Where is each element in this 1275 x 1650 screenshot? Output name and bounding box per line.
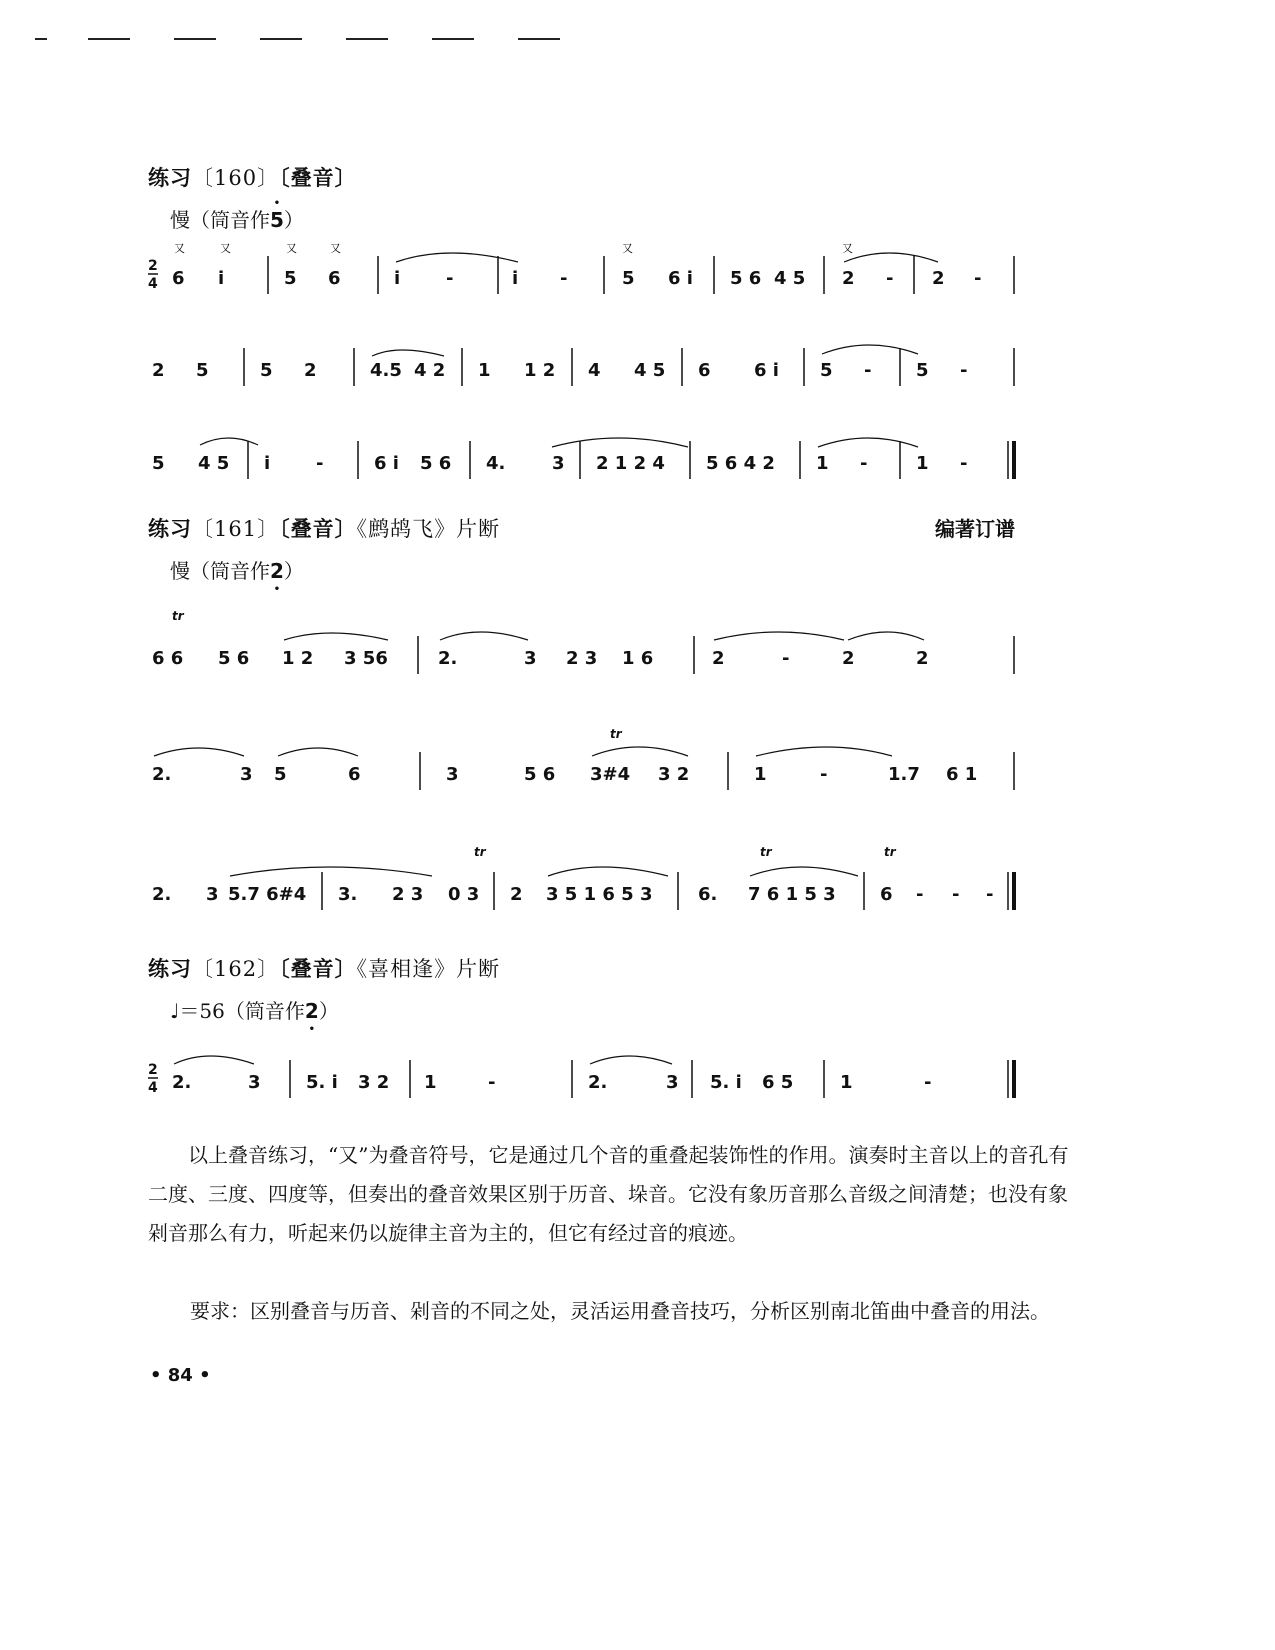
header-rule	[432, 38, 474, 40]
note: 5. i	[306, 1072, 338, 1093]
note: 6 i	[754, 360, 779, 381]
tempo-text: 慢（筒音作	[170, 208, 270, 232]
note: 6 i	[668, 268, 693, 289]
note: 3	[240, 764, 253, 785]
tempo-key: 2 •	[270, 559, 284, 583]
note: 2 1 2 4	[596, 453, 665, 474]
tempo-close: ）	[283, 559, 304, 583]
note: 1	[840, 1072, 853, 1093]
time-signature-bottom: 4	[148, 1080, 158, 1096]
note: 4	[588, 360, 601, 381]
notation-staff-7	[148, 1040, 1068, 1110]
exercise-tag: 〔叠音〕	[279, 956, 357, 981]
notation-svg	[148, 240, 1068, 310]
tempo-close: ）	[283, 208, 304, 232]
note: -	[446, 268, 454, 289]
note: -	[916, 884, 924, 905]
notation-staff-2	[148, 332, 1068, 402]
ornament-mark: 又	[220, 242, 231, 255]
header-rule	[260, 38, 302, 40]
notation-staff-1	[148, 240, 1068, 310]
note: 6.	[698, 884, 718, 905]
note: 3	[666, 1072, 679, 1093]
note: 5	[622, 268, 635, 289]
tempo-text: 慢（筒音作	[170, 559, 270, 583]
exercise-number: 〔160〕	[192, 166, 280, 190]
note: 3 2	[658, 764, 690, 785]
credit-text: 编著订谱	[935, 517, 1015, 541]
exercise-piece: 《喜相逢》片断	[356, 957, 501, 981]
note: -	[488, 1072, 496, 1093]
note: 2 3	[392, 884, 424, 905]
ornament-mark: 又	[842, 242, 853, 255]
exercise-heading	[148, 162, 357, 192]
exercise-piece: 《鹧鸪飞》片断	[356, 517, 501, 541]
note: 6 5	[762, 1072, 794, 1093]
note: 6	[880, 884, 893, 905]
header-rule	[88, 38, 130, 40]
page-number: • 84 •	[150, 1365, 211, 1386]
header-rule	[35, 38, 47, 40]
notation-svg	[148, 425, 1068, 495]
requirement-label: 要求：	[190, 1299, 250, 1323]
note: 2	[932, 268, 945, 289]
exercise-prefix: 练习	[148, 956, 192, 981]
note: -	[952, 884, 960, 905]
exercise-tag: 〔叠音〕	[279, 165, 357, 190]
note: 5. i	[710, 1072, 742, 1093]
note: -	[960, 360, 968, 381]
note: 5	[260, 360, 273, 381]
note: 0 3	[448, 884, 480, 905]
trill-mark: tr	[884, 845, 896, 859]
note: 1	[478, 360, 491, 381]
note: 1	[816, 453, 829, 474]
requirement-block	[190, 1292, 1070, 1331]
note: 5	[820, 360, 833, 381]
note: 2.	[438, 648, 458, 669]
note: i	[218, 268, 225, 289]
ornament-mark: 又	[330, 242, 341, 255]
tempo-marking	[170, 204, 304, 233]
note: 3 5 1 6 5 3	[546, 884, 653, 905]
note: 3	[552, 453, 565, 474]
note: -	[924, 1072, 932, 1093]
note: 1 2	[524, 360, 556, 381]
note: 3 56	[344, 648, 388, 669]
note: 6 1	[946, 764, 978, 785]
note: 5	[274, 764, 287, 785]
note: 6	[172, 268, 185, 289]
note: 6 i	[374, 453, 399, 474]
note: 5	[916, 360, 929, 381]
tempo-key: 5 •	[270, 208, 284, 232]
note: 5 6	[420, 453, 452, 474]
note: 5 6	[218, 648, 250, 669]
note: 3	[446, 764, 459, 785]
note: 5 6 4 2	[706, 453, 775, 474]
header-rule	[174, 38, 216, 40]
ornament-mark: 又	[286, 242, 297, 255]
note: i	[394, 268, 401, 289]
tempo-key: 2 •	[305, 999, 319, 1023]
notation-staff-3	[148, 425, 1068, 495]
note: -	[560, 268, 568, 289]
note: 7 6 1 5 3	[748, 884, 836, 905]
note: 1	[424, 1072, 437, 1093]
exercise-number: 〔162〕	[192, 957, 280, 981]
note: 4 5	[198, 453, 230, 474]
notation-svg	[148, 332, 1068, 402]
note: 3#4	[590, 764, 631, 785]
note: 1	[916, 453, 929, 474]
exercise-tag: 〔叠音〕	[279, 516, 357, 541]
exercise-number: 〔161〕	[192, 517, 280, 541]
note: 3.	[338, 884, 358, 905]
tempo-text: ♩＝56（筒音作	[170, 999, 305, 1023]
note: 5 6	[730, 268, 762, 289]
trill-mark: tr	[474, 845, 486, 859]
explanation-paragraph	[148, 1136, 1078, 1253]
notation-svg	[148, 724, 1068, 804]
exercise-heading	[148, 513, 500, 543]
note: -	[886, 268, 894, 289]
notation-staff-4	[148, 610, 1068, 690]
note: i	[512, 268, 519, 289]
note: 2.	[152, 764, 172, 785]
note: 3 2	[358, 1072, 390, 1093]
note: 4.	[486, 453, 506, 474]
note: 5	[284, 268, 297, 289]
ornament-mark: 又	[622, 242, 633, 255]
exercise-prefix: 练习	[148, 516, 192, 541]
notation-staff-6	[148, 842, 1068, 922]
time-signature-top: 2	[148, 1062, 158, 1078]
notation-svg	[148, 842, 1068, 922]
note: 1 2	[282, 648, 314, 669]
note: 4 5	[634, 360, 666, 381]
note: 2	[916, 648, 929, 669]
note: 2.	[588, 1072, 608, 1093]
note: 2	[510, 884, 523, 905]
note: -	[820, 764, 828, 785]
note: 5 6	[524, 764, 556, 785]
note: 2	[842, 648, 855, 669]
note: 3	[524, 648, 537, 669]
note: -	[782, 648, 790, 669]
time-signature-top: 2	[148, 258, 158, 274]
trill-mark: tr	[172, 610, 184, 623]
note: 2.	[152, 884, 172, 905]
note: -	[860, 453, 868, 474]
note: 2 3	[566, 648, 598, 669]
note: 4 5	[774, 268, 806, 289]
note: -	[960, 453, 968, 474]
ornament-mark: 又	[174, 242, 185, 255]
note: 5	[152, 453, 165, 474]
time-signature-bottom: 4	[148, 276, 158, 292]
trill-mark: tr	[610, 727, 622, 741]
note: 2	[304, 360, 317, 381]
note: -	[974, 268, 982, 289]
note: -	[864, 360, 872, 381]
exercise-prefix: 练习	[148, 165, 192, 190]
note: 5	[196, 360, 209, 381]
note: 2.	[172, 1072, 192, 1093]
tempo-close: ）	[318, 999, 339, 1023]
exercise-heading	[148, 953, 500, 983]
requirement-text: 区别叠音与历音、剁音的不同之处，灵活运用叠音技巧，分析区别南北笛曲中叠音的用法。	[250, 1299, 1050, 1323]
note: 3	[206, 884, 219, 905]
note: 1 6	[622, 648, 654, 669]
note: 2	[842, 268, 855, 289]
header-rule	[518, 38, 560, 40]
note: i	[264, 453, 271, 474]
notation-svg	[148, 610, 1068, 690]
header-rule	[346, 38, 388, 40]
note: 1	[754, 764, 767, 785]
tempo-marking	[170, 995, 339, 1024]
note: 2	[152, 360, 165, 381]
note: 1.7	[888, 764, 920, 785]
note: 4 2	[414, 360, 446, 381]
note: 6	[698, 360, 711, 381]
notation-staff-5	[148, 724, 1068, 804]
note: 6	[328, 268, 341, 289]
notation-svg	[148, 1040, 1068, 1110]
note: 3	[248, 1072, 261, 1093]
explanation-text: 以上叠音练习，“又”为叠音符号，它是通过几个音的重叠起装饰性的作用。演奏时主音以上的音孔有二度、三度、四度等，但奏出的叠音效果区别于历音、垛音。它没有象历音那么音级之间清楚；也没有象剁音那么有力，听起来仍以旋律主音为主的，但它有经过音的痕迹。	[148, 1143, 1069, 1245]
note: 4.5	[370, 360, 402, 381]
note: -	[316, 453, 324, 474]
note: 5.7 6#4	[228, 884, 307, 905]
note: 6 6	[152, 648, 184, 669]
trill-mark: tr	[760, 845, 772, 859]
tempo-marking	[170, 555, 304, 584]
note: 6	[348, 764, 361, 785]
note: -	[986, 884, 994, 905]
note: 2	[712, 648, 725, 669]
